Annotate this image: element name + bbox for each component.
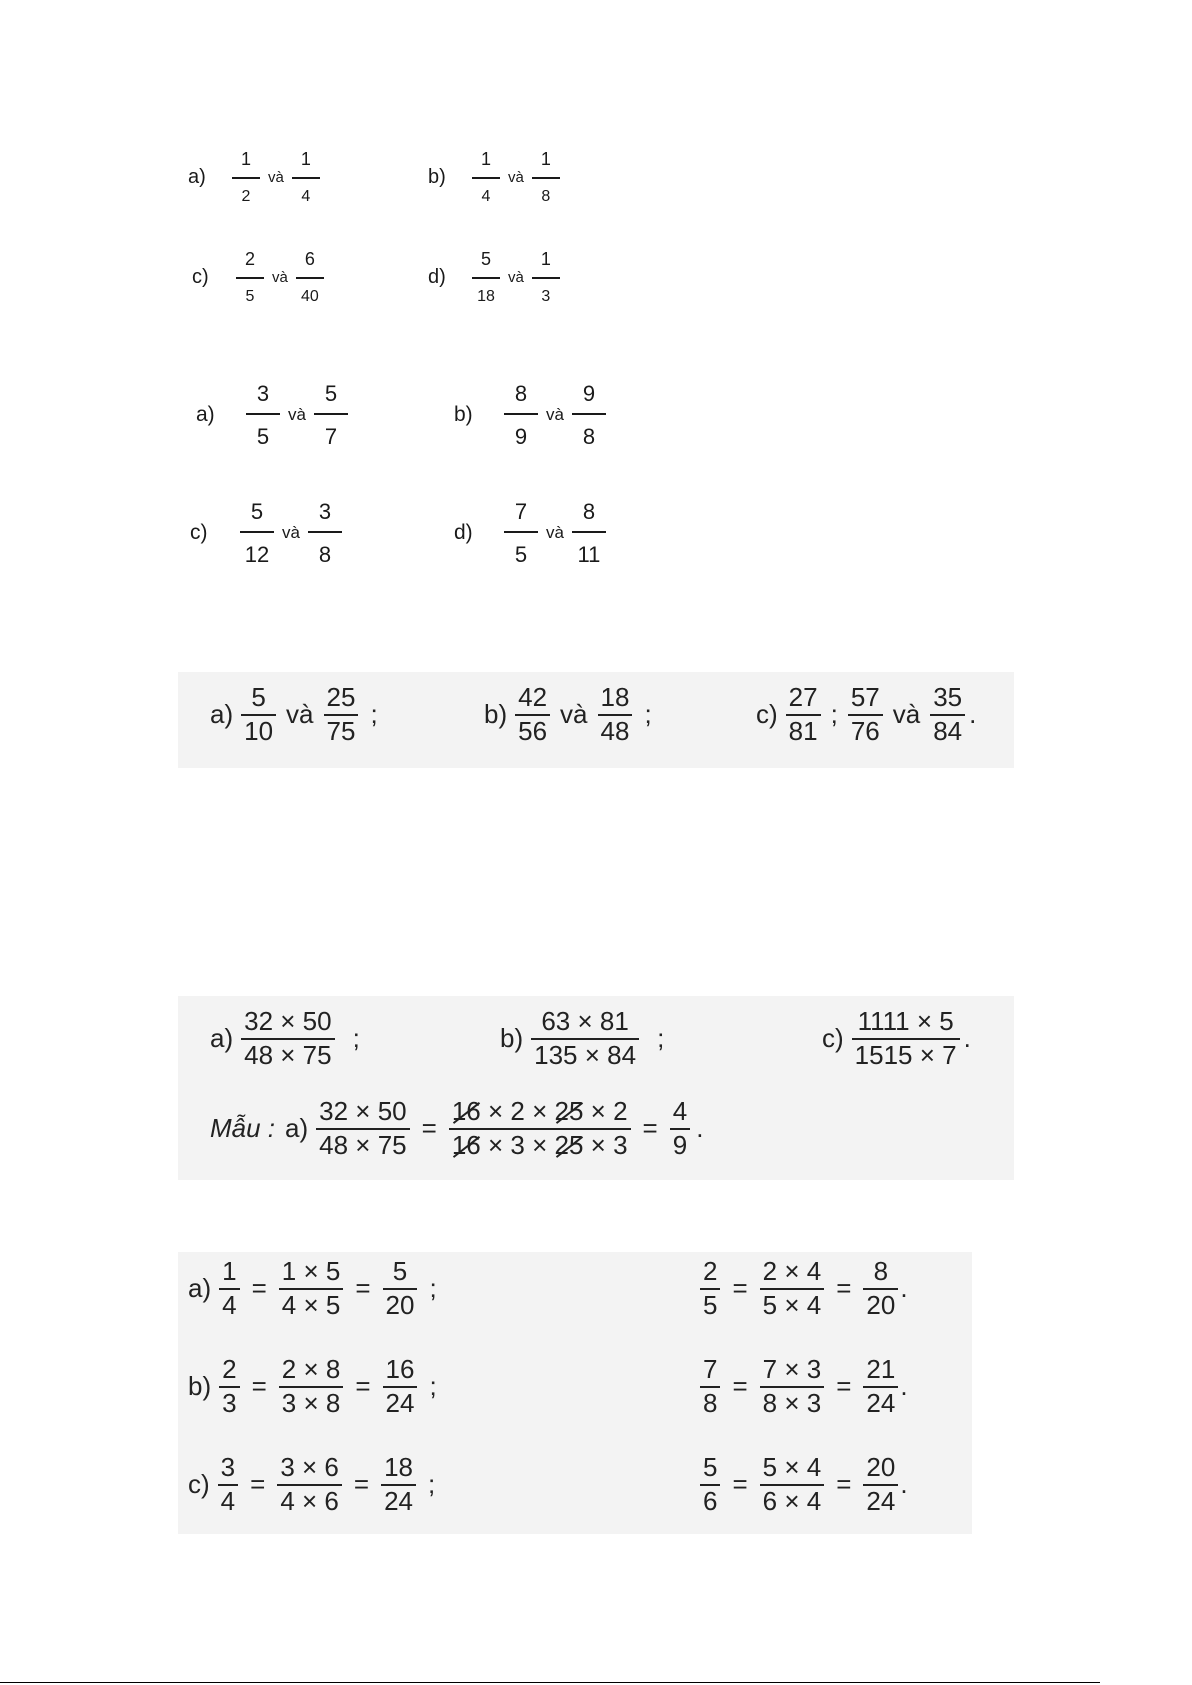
- separator: ;: [352, 1023, 360, 1054]
- numerator: 20: [866, 1452, 896, 1482]
- numerator: 1: [540, 249, 551, 269]
- equals-sign: =: [250, 1469, 266, 1500]
- equals-sign: =: [355, 1371, 371, 1402]
- item-label: c): [756, 699, 778, 730]
- separator: ;: [657, 1023, 665, 1054]
- fraction: [852, 1008, 960, 1070]
- denominator: 5 × 4: [762, 1290, 822, 1321]
- fraction: [848, 684, 883, 746]
- denominator: 4: [222, 1290, 237, 1321]
- denominator: 81: [788, 716, 818, 747]
- denominator: 3: [541, 287, 551, 305]
- item-label: b): [500, 1023, 524, 1054]
- item-label: a): [188, 1273, 212, 1304]
- denominator: 2: [241, 187, 251, 205]
- equals-sign: =: [642, 1113, 658, 1144]
- fraction: [531, 1008, 639, 1070]
- exercise-2-item-c: [190, 500, 342, 566]
- fraction: [786, 684, 821, 746]
- numerator: 7: [703, 1354, 718, 1384]
- numerator: 2 × 8: [281, 1354, 341, 1384]
- numerator: 3: [318, 499, 332, 524]
- fraction: [863, 1356, 898, 1418]
- numerator: 1: [540, 149, 551, 169]
- fraction: [296, 250, 324, 306]
- separator: .: [900, 1371, 908, 1402]
- fraction: [504, 500, 538, 566]
- fraction: [279, 1356, 344, 1418]
- denominator: [449, 1130, 631, 1159]
- fraction: [324, 684, 359, 746]
- exercise-5-right-c: [700, 1454, 908, 1516]
- numerator: 8: [582, 499, 596, 524]
- fraction: [572, 500, 606, 566]
- denominator: 20: [866, 1290, 896, 1321]
- fraction: [314, 382, 348, 448]
- fraction: [760, 1454, 825, 1516]
- item-label: a): [285, 1113, 309, 1144]
- fraction: [241, 684, 276, 746]
- fraction: [277, 1454, 342, 1516]
- denominator: 76: [850, 716, 880, 747]
- numerator: 57: [850, 682, 880, 712]
- connector-word: và: [282, 523, 300, 543]
- separator: ;: [429, 1273, 437, 1304]
- numerator: 5: [392, 1256, 408, 1286]
- denominator: 24: [866, 1388, 896, 1419]
- factor-text: × 3: [590, 1130, 628, 1161]
- numerator: 2: [222, 1354, 237, 1384]
- item-label: d): [428, 266, 446, 289]
- fraction: [316, 1098, 409, 1160]
- fraction: [700, 1356, 720, 1418]
- fraction: [308, 500, 342, 566]
- numerator: 27: [788, 682, 818, 712]
- numerator: 4: [672, 1096, 688, 1126]
- item-label: c): [190, 521, 208, 545]
- fraction: [760, 1258, 825, 1320]
- fraction: [472, 150, 500, 206]
- item-label: c): [822, 1023, 844, 1054]
- numerator: 2 × 4: [762, 1256, 822, 1286]
- cancelled-factor: 25: [554, 1096, 584, 1126]
- denominator: 8: [703, 1388, 718, 1419]
- exercise-4-example: [210, 1098, 703, 1160]
- separator: ;: [428, 1469, 436, 1500]
- exercise-3-item-b: [484, 684, 652, 746]
- denominator: 75: [326, 716, 356, 747]
- equals-sign: =: [251, 1371, 267, 1402]
- numerator: 2: [244, 249, 255, 269]
- denominator: 18: [477, 287, 495, 305]
- cancelled-factor: 16: [451, 1096, 481, 1126]
- denominator: 1515 × 7: [854, 1040, 957, 1071]
- exercise-4-item-c: [822, 1008, 971, 1070]
- item-label: a): [210, 699, 234, 730]
- separator: .: [900, 1469, 908, 1500]
- fraction: [219, 1356, 239, 1418]
- denominator: 4: [220, 1486, 236, 1517]
- fraction: [930, 684, 965, 746]
- item-label: a): [188, 166, 206, 189]
- numerator: 18: [384, 1452, 413, 1482]
- item-label: b): [454, 403, 473, 427]
- denominator: 3: [222, 1388, 237, 1419]
- connector-word: và: [268, 169, 284, 187]
- equals-sign: =: [355, 1273, 371, 1304]
- numerator: 5: [703, 1452, 718, 1482]
- denominator: 9: [672, 1130, 688, 1161]
- fraction: [381, 1454, 416, 1516]
- denominator: 5: [703, 1290, 718, 1321]
- numerator: 7 × 3: [762, 1354, 822, 1384]
- denominator: 12: [244, 542, 270, 568]
- numerator: 1111 × 5: [857, 1006, 954, 1036]
- numerator: 5 × 4: [762, 1452, 822, 1482]
- denominator: 135 × 84: [534, 1040, 637, 1071]
- denominator: 5: [514, 542, 528, 568]
- fraction: [219, 1258, 239, 1320]
- separator: ;: [429, 1371, 437, 1402]
- fraction: [670, 1098, 690, 1160]
- denominator: 56: [518, 716, 548, 747]
- item-label: a): [196, 403, 215, 427]
- exercise-1-item-b: [428, 150, 560, 206]
- denominator: 8: [318, 542, 332, 568]
- exercise-5-left-b: [188, 1356, 437, 1418]
- numerator: 8: [514, 381, 528, 406]
- fraction: [292, 150, 320, 206]
- denominator: 48: [600, 716, 630, 747]
- fraction: [532, 150, 560, 206]
- numerator: 1: [240, 149, 251, 169]
- denominator: 9: [514, 424, 528, 450]
- denominator: 6: [703, 1486, 718, 1517]
- numerator: 63 × 81: [541, 1006, 629, 1036]
- fraction: [863, 1258, 898, 1320]
- denominator: 48 × 75: [244, 1040, 332, 1071]
- separator: .: [963, 1023, 971, 1054]
- numerator: 2: [703, 1256, 718, 1286]
- denominator: 5: [245, 287, 255, 305]
- numerator: 18: [600, 682, 630, 712]
- fraction: [232, 150, 260, 206]
- denominator: 24: [385, 1388, 415, 1419]
- fraction: [515, 684, 550, 746]
- numerator: 5: [250, 499, 264, 524]
- item-label: c): [192, 266, 209, 289]
- cancellation-fraction: [449, 1098, 631, 1160]
- numerator: 35: [933, 682, 963, 712]
- exercise-1-item-d: [428, 250, 560, 306]
- numerator: 42: [518, 682, 548, 712]
- connector-word: và: [546, 523, 564, 543]
- connector-word: và: [508, 269, 524, 287]
- numerator: 5: [480, 249, 491, 269]
- factor-text: × 2 ×: [487, 1096, 548, 1126]
- denominator: 11: [577, 542, 601, 568]
- factor-text: × 3 ×: [487, 1130, 548, 1161]
- connector-word: và: [560, 699, 588, 730]
- exercise-2-item-d: [454, 500, 606, 566]
- exercise-5-right-a: [700, 1258, 908, 1320]
- numerator: 5: [324, 381, 338, 406]
- fraction: [240, 500, 274, 566]
- denominator: 4 × 5: [281, 1290, 341, 1321]
- equals-sign: =: [836, 1469, 852, 1500]
- denominator: 24: [384, 1486, 413, 1517]
- page-bottom-rule: [0, 1682, 1100, 1683]
- numerator: 3: [220, 1452, 236, 1482]
- fraction: [572, 382, 606, 448]
- item-label: d): [454, 521, 473, 545]
- item-label: c): [188, 1469, 210, 1500]
- numerator: 16: [385, 1354, 415, 1384]
- separator: ;: [370, 699, 378, 730]
- denominator: 8: [582, 424, 596, 450]
- fraction: [598, 684, 633, 746]
- numerator: 3 × 6: [280, 1452, 339, 1482]
- denominator: 6 × 4: [762, 1486, 822, 1517]
- denominator: 8 × 3: [762, 1388, 822, 1419]
- exercise-3-item-c: [756, 684, 976, 746]
- exercise-4-item-b: [500, 1008, 664, 1070]
- fraction: [700, 1258, 720, 1320]
- connector-word: và: [546, 405, 564, 425]
- item-label: b): [484, 699, 508, 730]
- fraction: [760, 1356, 825, 1418]
- separator: ;: [830, 699, 838, 730]
- equals-sign: =: [251, 1273, 267, 1304]
- fraction: [218, 1454, 238, 1516]
- numerator: 1: [480, 149, 491, 169]
- numerator: 32 × 50: [244, 1006, 332, 1036]
- connector-word: và: [288, 405, 306, 425]
- equals-sign: =: [732, 1273, 748, 1304]
- numerator: 1: [300, 149, 311, 169]
- cancelled-factor: 16: [451, 1130, 481, 1161]
- exercise-3-item-a: [210, 684, 378, 746]
- numerator: 1 × 5: [281, 1256, 341, 1286]
- numerator: 9: [582, 381, 596, 406]
- equals-sign: =: [836, 1273, 852, 1304]
- equals-sign: =: [732, 1371, 748, 1402]
- numerator: 1: [222, 1256, 237, 1286]
- equals-sign: =: [353, 1469, 370, 1500]
- exercise-1-item-c: [192, 250, 324, 306]
- exercise-2-item-a: [196, 382, 348, 448]
- cancelled-factor: 25: [554, 1130, 584, 1161]
- denominator: 7: [324, 424, 338, 450]
- numerator: 6: [304, 249, 315, 269]
- connector-word: và: [892, 699, 921, 730]
- exercise-5-left-c: [188, 1454, 435, 1516]
- denominator: 4: [481, 187, 491, 205]
- equals-sign: =: [732, 1469, 748, 1500]
- numerator: 5: [251, 682, 266, 712]
- fraction: [863, 1454, 898, 1516]
- denominator: 24: [866, 1486, 896, 1517]
- item-label: b): [428, 166, 446, 189]
- factor-text: × 2: [590, 1096, 628, 1126]
- numerator: 32 × 50: [319, 1096, 407, 1126]
- separator: .: [969, 699, 977, 730]
- item-label: b): [188, 1371, 212, 1402]
- separator: .: [900, 1273, 908, 1304]
- numerator: 7: [514, 499, 528, 524]
- connector-word: và: [272, 269, 288, 287]
- denominator: 40: [300, 287, 319, 305]
- separator: .: [696, 1113, 704, 1144]
- connector-word: và: [508, 169, 524, 187]
- exercise-5-left-a: [188, 1258, 437, 1320]
- fraction: [241, 1008, 334, 1070]
- connector-word: và: [286, 699, 314, 730]
- exercise-1-item-a: [188, 150, 320, 206]
- exercise-4-item-a: [210, 1008, 360, 1070]
- numerator: 3: [256, 381, 270, 406]
- fraction: [383, 1356, 418, 1418]
- denominator: 5: [256, 424, 270, 450]
- exercise-2-item-b: [454, 382, 606, 448]
- numerator: [449, 1098, 631, 1128]
- numerator: 8: [873, 1256, 889, 1286]
- equals-sign: =: [421, 1113, 437, 1144]
- separator: ;: [644, 699, 652, 730]
- fraction: [700, 1454, 720, 1516]
- fraction: [472, 250, 500, 306]
- denominator: 3 × 8: [281, 1388, 341, 1419]
- denominator: 20: [385, 1290, 415, 1321]
- denominator: 4: [301, 187, 311, 205]
- fraction: [236, 250, 264, 306]
- denominator: 48 × 75: [319, 1130, 407, 1161]
- equals-sign: =: [836, 1371, 852, 1402]
- denominator: 8: [541, 187, 551, 205]
- denominator: 4 × 6: [280, 1486, 339, 1517]
- fraction: [246, 382, 280, 448]
- numerator: 21: [866, 1354, 896, 1384]
- denominator: 84: [933, 716, 963, 747]
- fraction: [504, 382, 538, 448]
- exercise-5-right-b: [700, 1356, 908, 1418]
- numerator: 25: [326, 682, 356, 712]
- denominator: 10: [244, 716, 274, 747]
- fraction: [383, 1258, 418, 1320]
- fraction: [532, 250, 560, 306]
- item-label: a): [210, 1023, 234, 1054]
- fraction: [279, 1258, 344, 1320]
- example-prefix: Mẫu :: [210, 1113, 276, 1144]
